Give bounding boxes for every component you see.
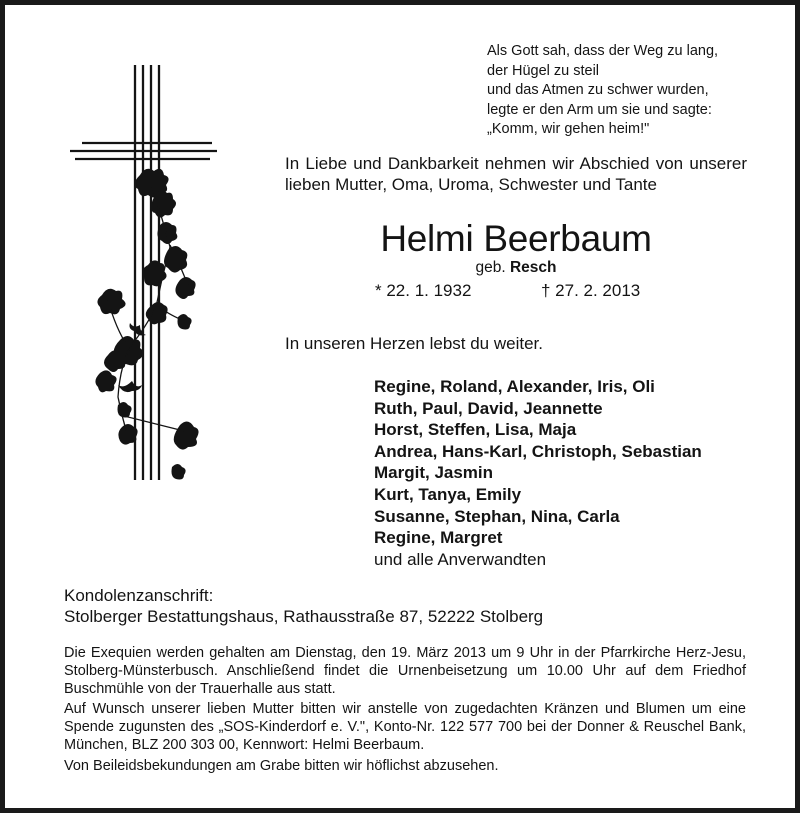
family-line: Horst, Steffen, Lisa, Maja (374, 420, 577, 440)
poem (487, 42, 718, 140)
condolence-address-line: Stolberger Bestattungshaus, Rathausstraße 87, 52222 Stolberg (64, 607, 544, 626)
service-paragraph: Die Exequien werden gehalten am Dienstag, den 19. März 2013 um 9 Uhr in der Pfarrkirche Herz-Jesu, Stolberg-Münsterbusch. Anschließend findet die Urnenbeisetzung um 10.00 Uhr auf dem Friedhof Buschmühle von der Trauerhalle aus statt. (64, 645, 746, 697)
in-hearts-text: In unseren Herzen lebst du weiter. (285, 334, 543, 353)
donation-paragraph: Auf Wunsch unserer lieben Mutter bitten wir anstelle von zugedachten Kränzen und Blumen um eine Spende zugunsten des „SOS-Kinderdorf e. V.", Konto-Nr. 122 577 700 bei der Donner & Reuschel Bank, München, BLZ 200 303 00, Kennwort: Helmi Beerbaum. (64, 701, 746, 753)
family-line: Kurt, Tanya, Emily (374, 484, 522, 504)
family-line: Margit, Jasmin (374, 463, 494, 483)
condolence-address (64, 585, 543, 627)
birth-date: * 22. 1. 1932 (375, 281, 472, 300)
family-line: Regine, Roland, Alexander, Iris, Oli (374, 377, 655, 396)
poem-line: legte er den Arm um sie und sagte: (487, 101, 712, 118)
deceased-name: Helmi Beerbaum (380, 218, 652, 259)
grave-paragraph: Von Beileidsbekundungen am Grabe bitten wir höflichst abzusehen. (64, 757, 499, 774)
family-line: Ruth, Paul, David, Jeannette (374, 398, 603, 418)
cross-ivy-graphic (60, 55, 220, 490)
poem-line: „Komm, wir gehen heim!" (487, 121, 650, 137)
family-closing: und alle Anverwandten (374, 549, 547, 569)
cross-with-ivy-icon (60, 55, 220, 495)
service-notes (64, 645, 746, 779)
intro-text: In Liebe und Dankbarkeit nehmen wir Abschied von unserer lieben Mutter, Oma, Uroma, Schwester und Tante (285, 154, 747, 194)
birth-prefix: geb. (475, 259, 506, 276)
poem-line: Als Gott sah, dass der Weg zu lang, (487, 43, 719, 59)
family-line: Regine, Margret (374, 528, 503, 548)
birth-surname: Resch (509, 259, 557, 276)
poem-line: der Hügel zu steil (487, 62, 600, 79)
birth-name (285, 259, 747, 277)
family-line: Susanne, Stephan, Nina, Carla (374, 506, 620, 526)
family-list (374, 376, 702, 570)
poem-line: und das Atmen zu schwer wurden, (487, 82, 709, 98)
family-line: Andrea, Hans-Karl, Christoph, Sebastian (374, 441, 702, 461)
death-date: † 27. 2. 2013 (541, 281, 641, 300)
condolence-label: Kondolenzanschrift: (64, 586, 214, 605)
